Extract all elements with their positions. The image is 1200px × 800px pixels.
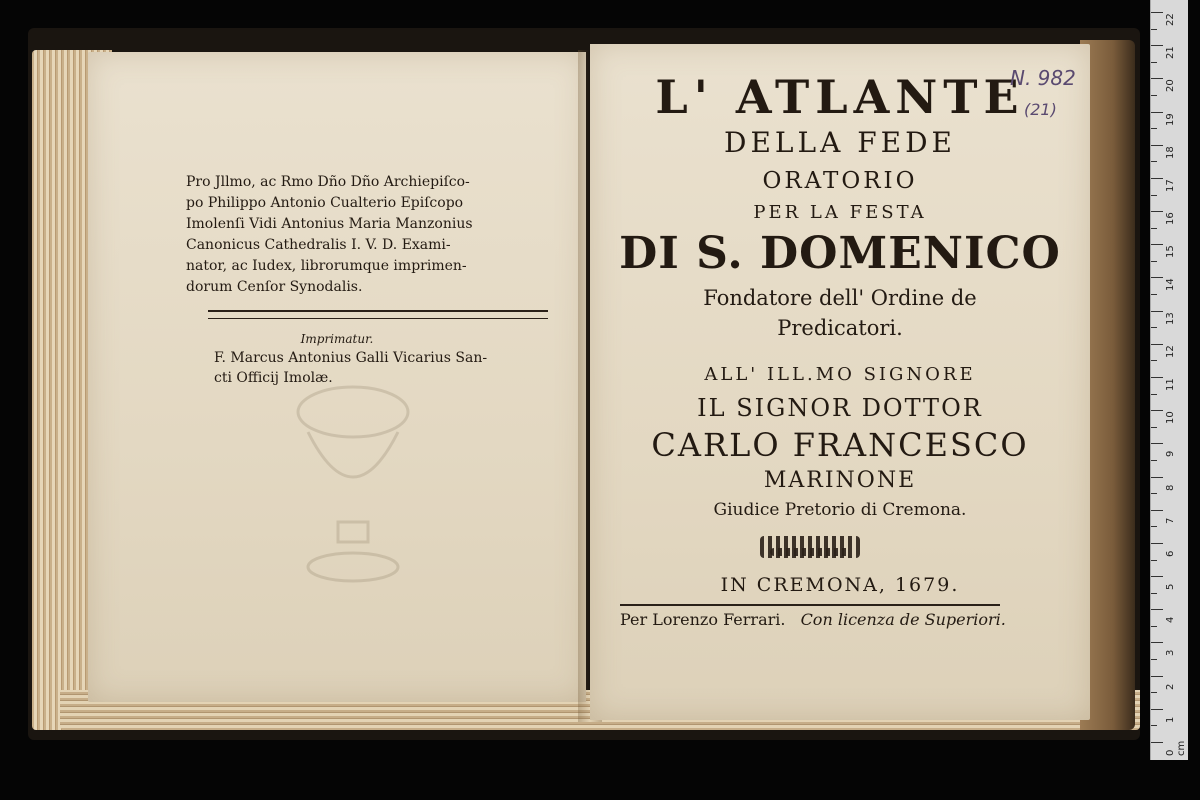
measuring-ruler (1150, 0, 1188, 760)
ruler-tick (1151, 145, 1163, 146)
ruler-number: 5 (1165, 583, 1176, 591)
ruler-tick (1151, 742, 1163, 743)
ruler-number: 10 (1165, 411, 1176, 425)
approval-line: Canonicus Cathedralis I. V. D. Exami- (186, 237, 451, 253)
watermark-vase-icon (278, 372, 428, 592)
ruler-number: 9 (1165, 450, 1176, 458)
ruler-tick (1151, 410, 1163, 411)
ruler-number: 21 (1165, 46, 1176, 60)
ruler-tick (1151, 211, 1163, 212)
ruler-tick-half (1151, 128, 1157, 129)
approval-line: dorum Cenſor Synodalis. (186, 279, 363, 295)
imprimatur-line: F. Marcus Antonius Galli Vicarius San- (214, 350, 488, 366)
ruler-tick (1151, 510, 1163, 511)
dedication-line-2: IL SIGNOR DOTTOR (697, 394, 983, 422)
ruler-tick-half (1151, 261, 1157, 262)
ruler-tick (1151, 244, 1163, 245)
ruler-tick-half (1151, 659, 1157, 660)
ruler-tick-half (1151, 526, 1157, 527)
title-line-1: L' ATLANTE (655, 70, 1025, 124)
ruler-number: 1 (1165, 716, 1176, 723)
ruler-tick (1151, 178, 1163, 179)
ruler-tick (1151, 78, 1163, 79)
ruler-number: 4 (1165, 616, 1176, 624)
ruler-tick-half (1151, 626, 1157, 627)
dedication-line-1: ALL' ILL.MO SIGNORE (704, 364, 976, 385)
ruler-number: 16 (1165, 212, 1176, 226)
ruler-tick-half (1151, 725, 1157, 726)
imprint-line (620, 610, 1006, 629)
ruler-number: 13 (1165, 311, 1176, 325)
ruler-number: 14 (1165, 278, 1176, 292)
ruler-tick (1151, 12, 1163, 13)
approval-line: po Philippo Antonio Cualterio Epiſcopo (186, 195, 464, 211)
subtitle-line-2: Predicatori. (777, 316, 903, 340)
ruler-tick (1151, 676, 1163, 677)
ruler-tick (1151, 576, 1163, 577)
ruler-tick (1151, 344, 1163, 345)
ruler-number: 0 cm (1165, 740, 1187, 756)
ruler-tick-half (1151, 427, 1157, 428)
ruler-number: 19 (1165, 112, 1176, 126)
imprint-rule (620, 604, 1000, 606)
ruler-tick-half (1151, 29, 1157, 30)
ruler-tick-half (1151, 560, 1157, 561)
ruler-number: 22 (1165, 13, 1176, 26)
ruler-tick (1151, 311, 1163, 312)
imprimatur-label: Imprimatur. (300, 332, 374, 346)
sub-number-annotation: (21) (1024, 100, 1057, 119)
ruler-tick (1151, 45, 1163, 46)
ruler-tick-half (1151, 228, 1157, 229)
ruler-tick (1151, 277, 1163, 278)
dedication-role: Giudice Pretorio di Cremona. (713, 500, 967, 520)
ruler-number: 8 (1165, 484, 1176, 491)
approval-text (186, 172, 540, 298)
ruler-number: 17 (1165, 179, 1176, 192)
ruler-number: 12 (1165, 345, 1176, 358)
left-page (88, 52, 586, 702)
ruler-tick-half (1151, 460, 1157, 461)
ruler-number: 11 (1165, 378, 1176, 391)
ruler-tick-half (1151, 62, 1157, 63)
ornament-rule (208, 310, 548, 319)
ruler-number: 6 (1165, 550, 1176, 557)
ruler-tick-half (1151, 360, 1157, 361)
flourish-ornament-icon (770, 548, 850, 556)
title-line-3: ORATORIO (762, 168, 918, 194)
ruler-tick-half (1151, 195, 1157, 196)
ruler-tick (1151, 377, 1163, 378)
title-line-4: PER LA FESTA (753, 202, 927, 223)
approval-line: Pro Jllmo, ac Rmo Dño Dño Archiepiſco- (186, 174, 470, 190)
ruler-number: 3 (1165, 650, 1176, 657)
ruler-tick (1151, 477, 1163, 478)
shelf-number-annotation: N. 982 (1010, 66, 1076, 90)
ruler-tick (1151, 609, 1163, 610)
ruler-tick (1151, 543, 1163, 544)
ruler-tick (1151, 112, 1163, 113)
ruler-tick-half (1151, 294, 1157, 295)
subtitle-line-1: Fondatore dell' Ordine de (703, 286, 977, 310)
dedication-surname: MARINONE (763, 468, 917, 493)
ruler-number: 15 (1165, 245, 1176, 259)
title-line-2: DELLA FEDE (724, 126, 956, 159)
title-page (590, 44, 1090, 720)
ruler-tick-half (1151, 161, 1157, 162)
ruler-tick (1151, 642, 1163, 643)
ruler-tick-half (1151, 493, 1157, 494)
ruler-tick-half (1151, 394, 1157, 395)
approval-line: nator, ac Iudex, librorumque imprimen- (186, 258, 467, 274)
place-date: IN CREMONA, 1679. (720, 574, 960, 596)
ruler-number: 20 (1165, 79, 1176, 93)
ruler-tick-half (1151, 692, 1157, 693)
ruler-tick-half (1151, 95, 1157, 96)
license-text: Con licenza de Superiori. (800, 610, 1006, 629)
imprimatur-line: cti Officij Imolæ. (214, 370, 333, 386)
ruler-tick (1151, 443, 1163, 444)
ruler-number: 7 (1165, 517, 1176, 524)
ruler-tick-half (1151, 593, 1157, 594)
printer-name: Per Lorenzo Ferrari. (620, 610, 786, 629)
ruler-number: 18 (1165, 145, 1176, 159)
ruler-number: 2 (1165, 683, 1176, 690)
title-line-5: DI S. DOMENICO (619, 228, 1061, 279)
ruler-tick (1151, 709, 1163, 710)
approval-line: Imolenſi Vidi Antonius Maria Manzonius (186, 216, 473, 232)
dedication-name: CARLO FRANCESCO (651, 426, 1029, 464)
ruler-tick-half (1151, 327, 1157, 328)
